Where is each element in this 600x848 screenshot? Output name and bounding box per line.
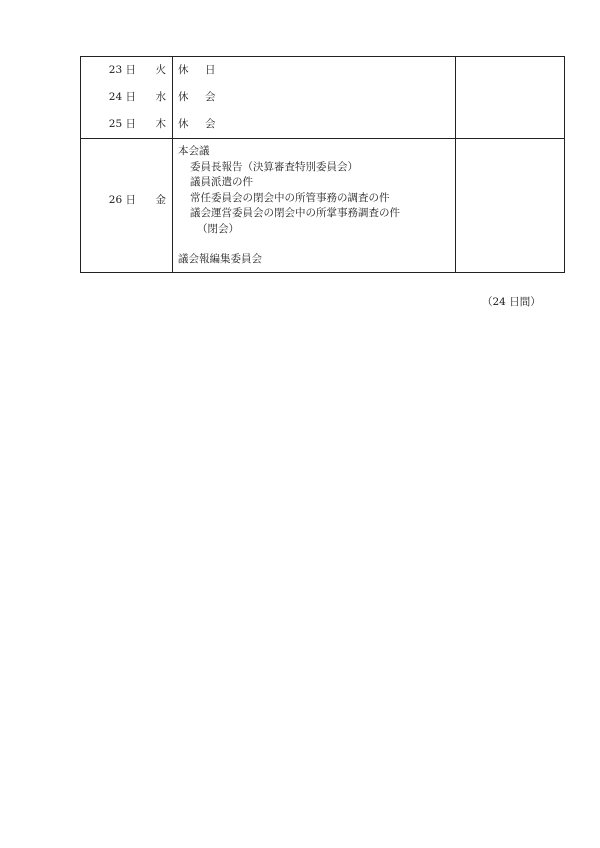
date-label: 23 日	[108, 64, 136, 76]
agenda-item: 委員長報告（決算審査特別委員会）	[190, 160, 358, 173]
date-row-26	[81, 187, 172, 214]
date-row-23	[81, 57, 172, 84]
weekday-label: 水	[155, 91, 166, 103]
agenda-heading: 議会報編集委員会	[178, 253, 262, 265]
date-cell	[81, 139, 173, 273]
date-label: 25 日	[108, 118, 136, 130]
content-row-24	[173, 84, 455, 111]
date-label: 24 日	[108, 91, 136, 103]
date-label: 26 日	[108, 194, 136, 206]
agenda-item: 常任委員会の閉会中の所管事務の調査の件	[190, 191, 390, 204]
schedule-row-23-25	[81, 57, 565, 139]
content-word: 会	[205, 118, 216, 130]
note-cell	[456, 139, 565, 273]
agenda-item: 議会運営委員会の閉会中の所掌事務調査の件	[190, 207, 400, 219]
weekday-label: 火	[155, 64, 166, 76]
content-word: 休	[178, 91, 189, 103]
agenda-item: 議員派遣の件	[190, 176, 253, 188]
agenda-heading: 本会議	[178, 145, 210, 157]
agenda-item: （閉会）	[197, 222, 239, 235]
content-cell	[173, 139, 456, 273]
schedule-row-26	[81, 139, 565, 273]
content-word: 日	[205, 64, 216, 76]
weekday-label: 木	[155, 118, 166, 130]
weekday-label: 金	[155, 194, 166, 206]
date-row-24	[81, 84, 172, 111]
content-word: 休	[178, 118, 189, 130]
note-cell	[456, 57, 565, 139]
date-row-25	[81, 111, 172, 138]
total-days: （24 日間）	[482, 296, 541, 308]
content-row-25	[173, 111, 455, 138]
content-row-23	[173, 57, 455, 84]
content-cell	[173, 57, 456, 139]
content-word: 会	[205, 91, 216, 103]
date-cell	[81, 57, 173, 139]
content-word: 休	[178, 64, 189, 76]
schedule-table	[80, 56, 565, 273]
